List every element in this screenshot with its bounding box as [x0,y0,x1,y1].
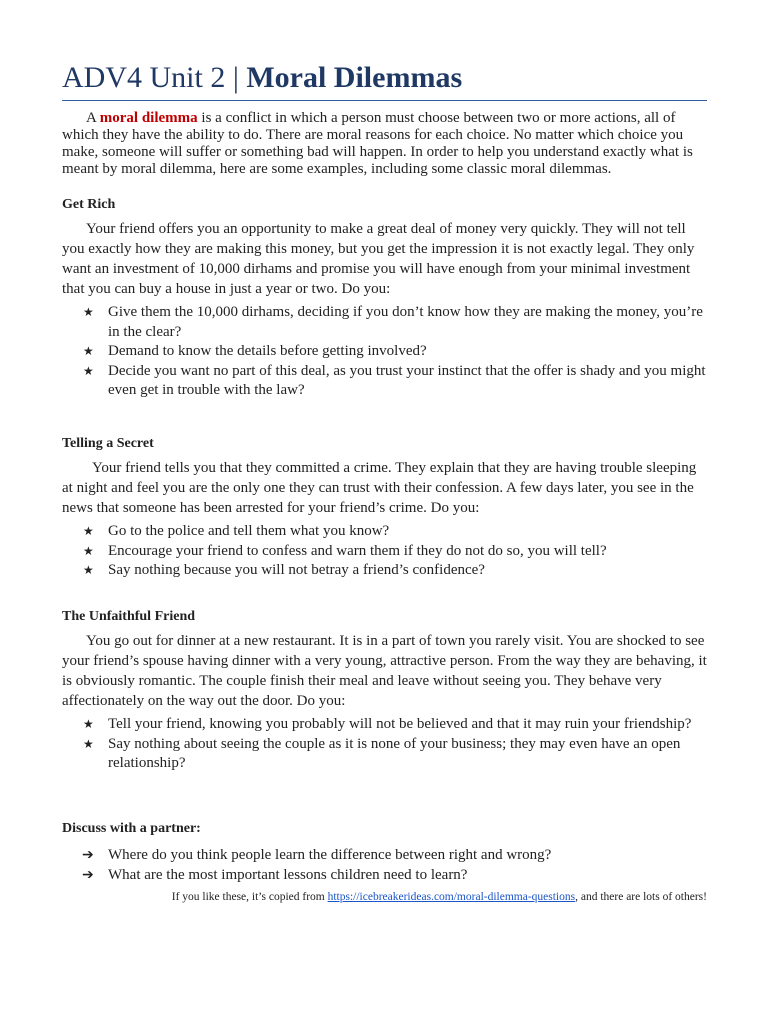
list-item: ★ Say nothing because you will not betray a friend’s confidence? [62,561,707,581]
arrow-right-icon: ➔ [82,848,94,863]
list-item: ➔ What are the most important lessons children need to learn? [62,866,707,886]
list-item: ★ Tell your friend, knowing you probably will not be believed and that it may ruin your friendship? [62,715,707,735]
page-title [62,60,462,96]
discuss-questions [62,846,707,885]
list-item: ★ Go to the police and tell them what you know? [62,522,707,542]
star-icon: ★ [83,563,94,577]
list-item: ➔ Where do you think people learn the difference between right and wrong? [62,846,707,866]
section-heading-telling-a-secret: Telling a Secret [62,436,154,451]
source-footer: If you like these, it’s copied from https://icebreakerideas.com/moral-dilemma-questions, and there are lots of others! [171,891,707,903]
star-icon: ★ [83,736,94,751]
intro-paragraph: A moral dilemma is a conflict in which a person must choose between two or more actions, all of which they have the ability to do. There are moral reasons for each choice. No matter which choice you make, someone will suffer or something bad will happen. In order to help you understand exactly what is meant by moral dilemma, here are some examples, including some classic moral dilemmas. [62,110,693,177]
star-icon: ★ [83,543,94,558]
list-item: ★ Encourage your friend to confess and warn them if they do not do so, you will tell? [62,542,707,562]
star-icon: ★ [83,305,94,319]
star-icon: ★ [83,344,94,358]
star-icon: ★ [83,524,94,538]
section-body-get-rich: Your friend offers you an opportunity to make a great deal of money very quickly. They will not tell you exactly how they are making this money, but you get the impression it is not exactly legal. They only want an investment of 10,000 dirhams and promise you will have enough from your minimal investment that you can buy a house in just a year or two. Do you: [62,221,695,297]
list-item: ★ Decide you want no part of this deal, as you trust your instinct that the offer is shady and you might even get in trouble with the law? [83,362,706,398]
section-body-unfaithful-friend: You go out for dinner at a new restaurant. It is in a part of town you rarely visit. You are shocked to see your friend’s spouse having dinner with a very young, attractive person. From the way they are behaving, it is obviously romantic. The couple finish their meal and leave without seeing you. They behave very affectionately on the way out the door. Do you: [62,633,707,709]
star-icon: ★ [83,363,94,378]
source-link[interactable]: https://icebreakerideas.com/moral-dilemma-questions [327,891,576,903]
list-item: ★ Say nothing about seeing the couple as it is none of your business; they may even have an open relationship? [83,735,681,771]
title-prefix: ADV4 Unit 2 | [62,61,247,94]
section-heading-unfaithful-friend: The Unfaithful Friend [62,609,196,624]
list-item: ★ Give them the 10,000 dirhams, deciding if you don’t know how they are making the money, you’re in the clear? [83,304,703,340]
options-unfaithful-friend [62,715,707,774]
section-heading-get-rich: Get Rich [62,197,116,212]
arrow-right-icon: ➔ [82,867,94,883]
title-divider [62,100,707,101]
section-body-telling-a-secret: Your friend tells you that they committed a crime. They explain that they are having trouble sleeping at night and feel you are the only one they can trust with their confession. A few days later, you see in the news that someone has been arrested for your friend’s crime. Do you: [62,460,697,516]
title-main: Moral Dilemmas [246,61,463,94]
list-item: ★ Demand to know the details before getting involved? [62,342,707,362]
moral-dilemma-term: moral dilemma [99,110,198,126]
options-telling-a-secret [62,522,707,581]
discuss-heading: Discuss with a partner: [62,821,201,836]
options-get-rich [62,303,707,401]
star-icon: ★ [83,717,94,731]
